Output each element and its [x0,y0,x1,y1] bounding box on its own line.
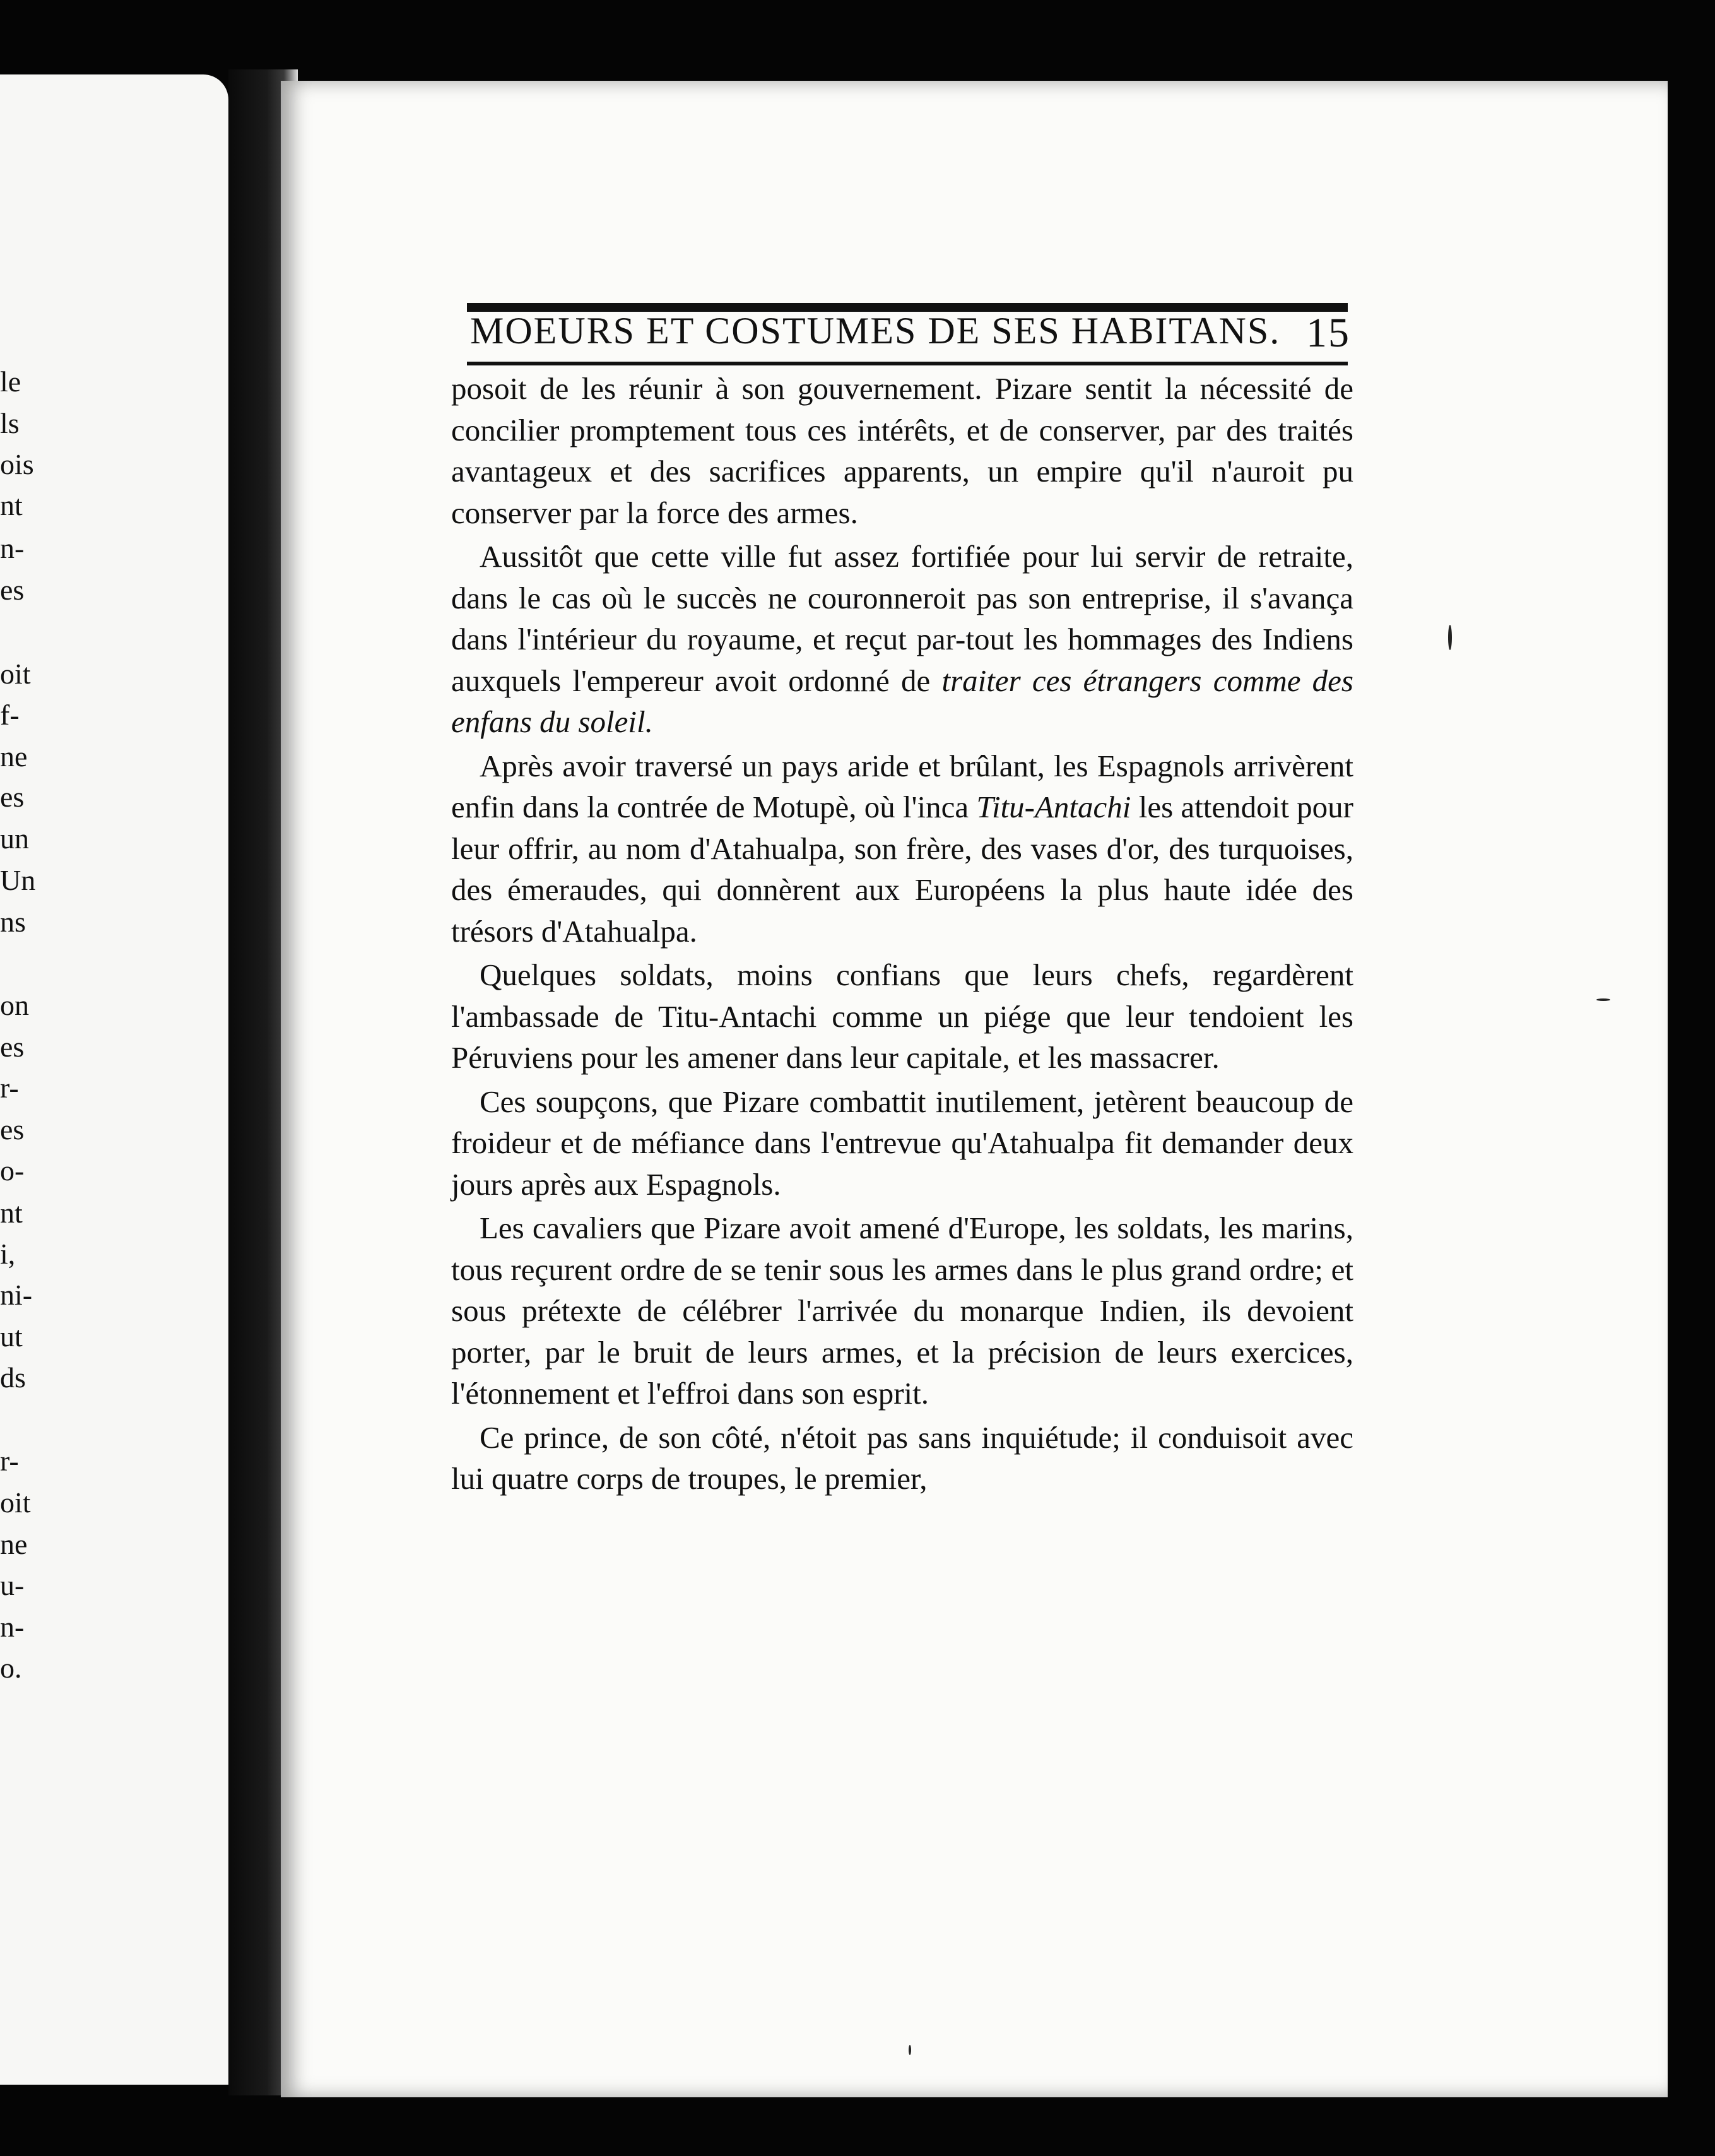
facing-page-fragment: nt [0,1197,23,1229]
facing-page-fragment: ois [0,448,34,480]
facing-page-fragment: ni- [0,1279,33,1311]
text-run: Les cavaliers que Pizare avoit amené d'Europe, les soldats, les marins, tous reçurent ordre de se tenir sous les armes dans le plus grand ordre; et sous prétexte de célébrer l'arrivée du monarque Indien, ils devoient porter, par le bruit de leurs armes, et la précision de leurs exercices, l'étonnement et l'effroi dans son esprit. [451,1211,1353,1411]
facing-page-fragment: ne [0,740,28,773]
header-rule-bottom [467,362,1348,365]
text-run: Ce prince, de son côté, n'étoit pas sans inquiétude; il conduisoit avec lui quatre corps de troupes, le premier, [451,1419,1353,1496]
ink-speck [1448,625,1452,650]
facing-page-fragment: r- [0,1072,19,1104]
facing-page-fragment: o- [0,1154,25,1187]
body-text [451,368,1353,1500]
paragraph [451,536,1353,743]
facing-page-fragment: le [0,365,21,398]
paragraph [451,1417,1353,1500]
facing-page-left [0,74,228,2085]
facing-page-fragment: nt [0,489,23,521]
facing-page-fragment: un [0,822,29,855]
facing-page-fragment: Un [0,864,36,896]
facing-page-fragment: ls [0,407,20,439]
facing-page-fragment: ns [0,906,26,938]
text-run: Quelques soldats, moins confians que leurs chefs, regardèrent l'ambassade de Titu-Antachi comme un piége que leur tendoient les Péruviens pour les amener dans leur capitale, et les massacrer. [451,957,1353,1075]
italic-run: traiter ces étrangers comme des enfans du soleil. [451,663,1353,739]
facing-page-fragment: ne [0,1528,28,1560]
text-run: Ces soupçons, que Pizare combattit inutilement, jetèrent beaucoup de froideur et de méfiance dans l'entrevue qu'Atahualpa fit demander deux jours après aux Espagnols. [451,1084,1353,1202]
facing-page-fragment: n- [0,1611,25,1643]
text-run: posoit de les réunir à son gouvernement. Pizare sentit la nécessité de concilier promptement tous ces intérêts, et de conserver, par des traités avantageux et des sacrifices apparents, un empire qu'il n'auroit pu conserver par la force des armes. [451,371,1353,530]
ink-speck [1596,998,1610,1001]
facing-page-fragment: n- [0,532,25,564]
facing-page-fragment: on [0,989,29,1021]
facing-page-fragment: ds [0,1361,26,1394]
facing-page-fragment: ut [0,1320,23,1353]
facing-page-fragment: es [0,1113,25,1146]
facing-page-fragment: oit [0,1486,31,1519]
ink-speck [909,2045,911,2055]
facing-page-fragment: i, [0,1238,16,1270]
facing-page-fragment: oit [0,658,31,690]
facing-page-fragment: es [0,574,25,606]
text-run: Aussitôt que cette ville fut assez fortifiée pour lui servir de retraite, dans le cas où le succès ne couronneroit pas son entreprise, il s'avança dans l'intérieur du royaume, et reçut par-tout les hommages des Indiens auxquels l'empereur avoit ordonné de [451,539,1353,698]
facing-page-fragment: es [0,781,25,813]
paragraph [451,745,1353,952]
paragraph [451,368,1353,533]
facing-page-fragment: o. [0,1652,22,1684]
paragraph [451,1081,1353,1205]
paragraph [451,1207,1353,1414]
facing-page-fragment: r- [0,1445,19,1477]
text-run: Après avoir traversé un pays aride et brûlant, les Espagnols arrivèrent enfin dans la contrée de Motupè, où l'inca [451,748,1353,824]
italic-run: Titu-Antachi [976,790,1131,824]
page-number: 15 [1306,310,1350,356]
facing-page-fragment: u- [0,1569,25,1601]
running-head-title: MOEURS ET COSTUMES DE SES HABITANS. [470,310,1281,352]
running-head [470,309,1350,360]
text-run: les attendoit pour leur offrir, au nom d'Atahualpa, son frère, des vases d'or, des turquoises, des émeraudes, qui donnèrent aux Européens la plus haute idée des trésors d'Atahualpa. [451,790,1353,949]
facing-page-fragment: es [0,1031,25,1063]
paragraph [451,954,1353,1079]
facing-page-fragment: f- [0,699,20,731]
